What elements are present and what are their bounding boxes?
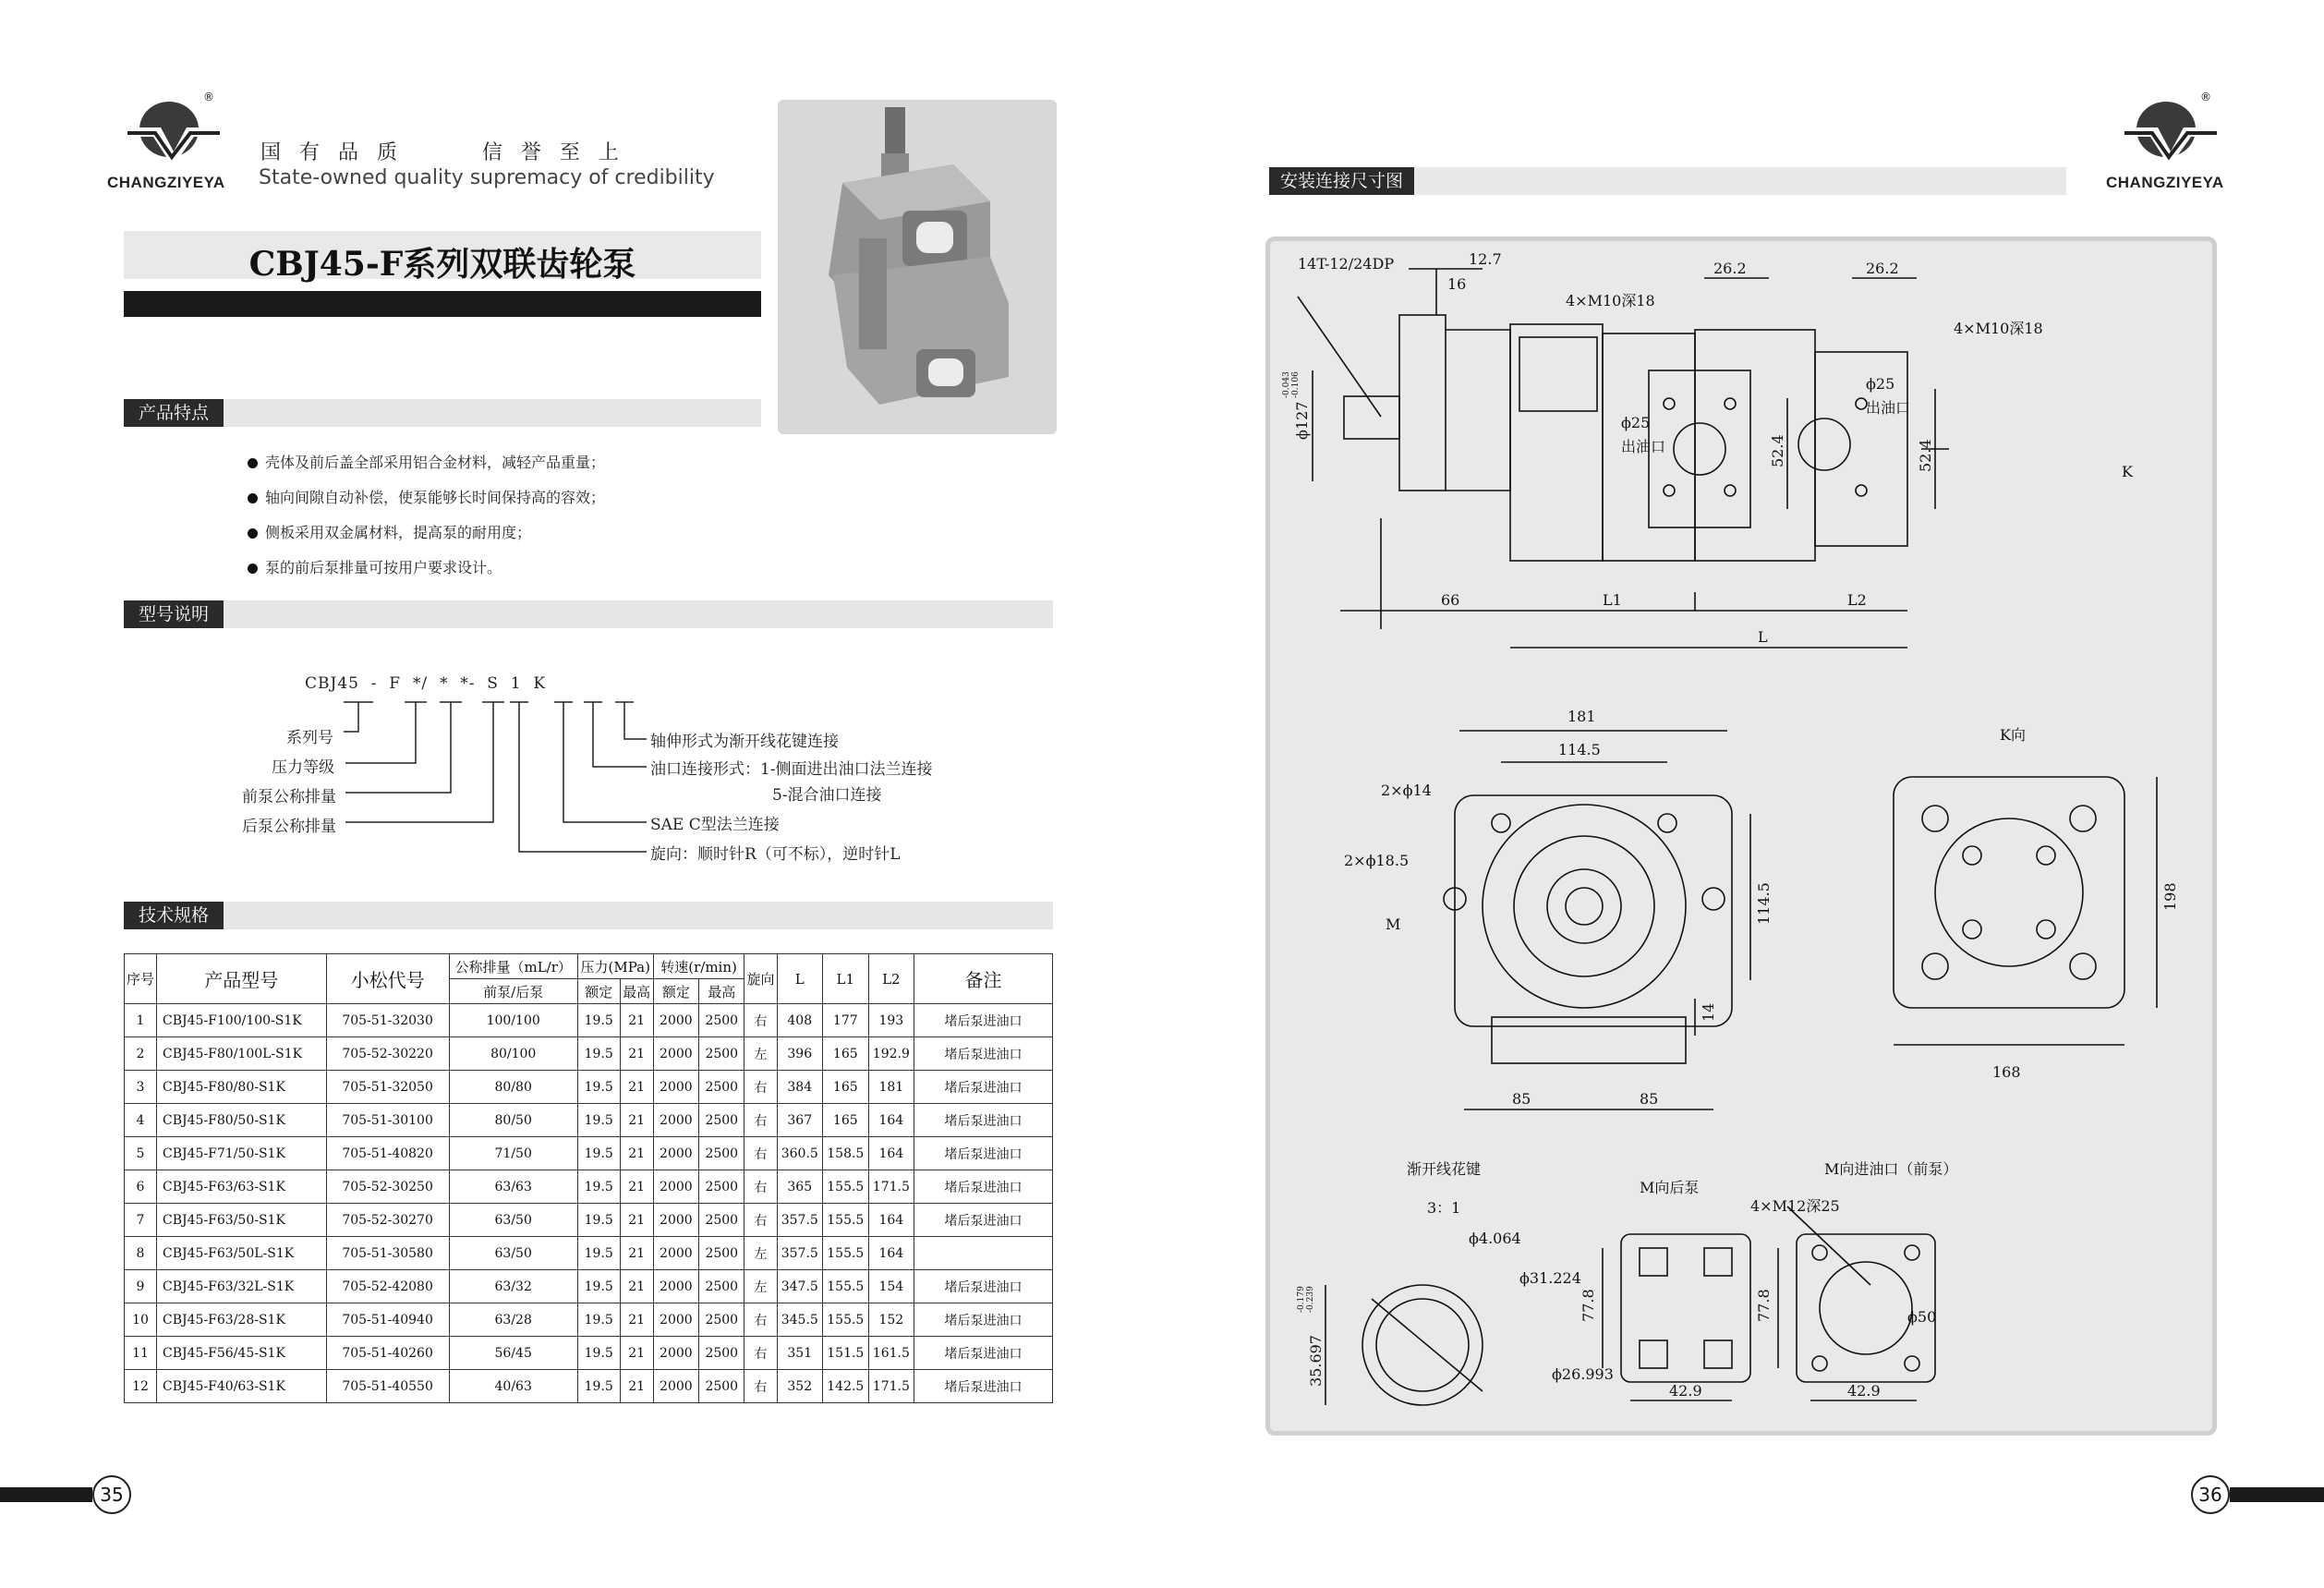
table-cell: CBJ45-F80/80-S1K bbox=[157, 1071, 327, 1104]
table-cell: 2500 bbox=[699, 1337, 744, 1370]
label-d35-tol-up: -0.179 bbox=[1297, 1286, 1306, 1313]
table-row bbox=[125, 1170, 1053, 1204]
table-cell: 705-51-32050 bbox=[326, 1071, 449, 1104]
table-cell: 171.5 bbox=[868, 1370, 914, 1403]
table-cell: 21 bbox=[620, 1137, 653, 1170]
table-cell: 右 bbox=[744, 1071, 777, 1104]
table-cell: 右 bbox=[744, 1104, 777, 1137]
table-cell: 19.5 bbox=[577, 1303, 620, 1337]
table-cell: 158.5 bbox=[823, 1137, 869, 1170]
table-cell: 2000 bbox=[653, 1270, 698, 1303]
table-cell: 右 bbox=[744, 1170, 777, 1204]
table-cell: 21 bbox=[620, 1204, 653, 1237]
col-pressure: 压力(MPa) bbox=[577, 954, 653, 979]
section-install-label: 安装连接尺寸图 bbox=[1269, 167, 1414, 195]
table-cell: 80/50 bbox=[449, 1104, 577, 1137]
table-cell: 705-51-40550 bbox=[326, 1370, 449, 1403]
table-header-row bbox=[125, 954, 1053, 979]
label-85a: 85 bbox=[1512, 1090, 1531, 1108]
table-cell: 2000 bbox=[653, 1204, 698, 1237]
table-cell: 63/50 bbox=[449, 1204, 577, 1237]
k-view-body bbox=[1894, 777, 2124, 1008]
table-cell: 100/100 bbox=[449, 1004, 577, 1037]
model-label-rotation: 旋向：顺时针R（可不标），逆时针L bbox=[650, 845, 901, 864]
slogan-en: State-owned quality supremacy of credibility bbox=[259, 166, 715, 189]
table-row bbox=[125, 1037, 1053, 1071]
table-cell: 右 bbox=[744, 1137, 777, 1170]
col-rotation: 旋向 bbox=[744, 954, 777, 1004]
label-d31-224: ϕ31.224 bbox=[1519, 1269, 1581, 1287]
label-d127-tol-dn: -0.106 bbox=[1291, 371, 1301, 398]
label-d35-tol-dn: -0.239 bbox=[1306, 1286, 1315, 1313]
table-cell: 右 bbox=[744, 1337, 777, 1370]
col-note: 备注 bbox=[914, 954, 1053, 1004]
table-cell: 63/50 bbox=[449, 1237, 577, 1270]
table-cell: 2500 bbox=[699, 1137, 744, 1170]
label-d35-697: 35.697 bbox=[1307, 1335, 1325, 1387]
front-body bbox=[1510, 324, 1603, 561]
table-cell: 164 bbox=[868, 1204, 914, 1237]
table-cell: CBJ45-F63/50L-S1K bbox=[157, 1237, 327, 1270]
label-d50: ϕ50 bbox=[1907, 1308, 1937, 1326]
table-cell: 2500 bbox=[699, 1071, 744, 1104]
page-title: CBJ45-F系列双联齿轮泵 bbox=[248, 245, 636, 284]
table-cell: 21 bbox=[620, 1370, 653, 1403]
label-12-7: 12.7 bbox=[1469, 250, 1502, 268]
table-cell: 21 bbox=[620, 1170, 653, 1204]
table-cell: 右 bbox=[744, 1303, 777, 1337]
table-cell: 堵后泵进油口 bbox=[914, 1137, 1053, 1170]
table-cell: 2500 bbox=[699, 1204, 744, 1237]
table-cell: 155.5 bbox=[823, 1204, 869, 1237]
table-cell: 2500 bbox=[699, 1104, 744, 1137]
label-bolt-m12: 4×M12深25 bbox=[1750, 1197, 1840, 1215]
label-26-2b: 26.2 bbox=[1866, 260, 1899, 277]
brand-name-right: CHANGZIYEYA bbox=[2106, 174, 2224, 191]
label-52-4b: 52.4 bbox=[1917, 439, 1934, 472]
label-26-2a: 26.2 bbox=[1713, 260, 1747, 277]
table-cell: 63/28 bbox=[449, 1303, 577, 1337]
label-16: 16 bbox=[1447, 275, 1467, 293]
m-rear-view bbox=[1621, 1234, 1750, 1382]
page-bar-left bbox=[0, 1487, 92, 1502]
table-cell: 357.5 bbox=[777, 1204, 823, 1237]
label-d127-tol-up: -0.043 bbox=[1282, 371, 1291, 398]
col-no: 序号 bbox=[125, 954, 157, 1004]
col-s-rated: 额定 bbox=[653, 979, 698, 1004]
table-cell: 2000 bbox=[653, 1370, 698, 1403]
model-label-shaft: 轴伸形式为渐开线花键连接 bbox=[650, 733, 839, 751]
table-row bbox=[125, 1337, 1053, 1370]
table-cell: 19.5 bbox=[577, 1370, 620, 1403]
table-cell: 21 bbox=[620, 1104, 653, 1137]
col-p-rated: 额定 bbox=[577, 979, 620, 1004]
table-cell: 19.5 bbox=[577, 1170, 620, 1204]
table-cell: 63/32 bbox=[449, 1270, 577, 1303]
table-row bbox=[125, 1370, 1053, 1403]
col-p-max: 最高 bbox=[620, 979, 653, 1004]
spline-detail bbox=[1362, 1285, 1483, 1405]
label-phi25b: ϕ25 bbox=[1866, 375, 1895, 393]
rear-body bbox=[1695, 330, 1815, 561]
label-hole-14: 2×ϕ14 bbox=[1381, 782, 1432, 799]
table-cell: 12 bbox=[125, 1370, 157, 1403]
table-cell: 705-51-30100 bbox=[326, 1104, 449, 1137]
label-181: 181 bbox=[1567, 708, 1596, 725]
table-cell: 19.5 bbox=[577, 1037, 620, 1071]
label-85b: 85 bbox=[1640, 1090, 1659, 1108]
table-cell bbox=[914, 1237, 1053, 1270]
table-row bbox=[125, 1237, 1053, 1270]
table-cell: 8 bbox=[125, 1237, 157, 1270]
label-outlet-b: 出油口 bbox=[1866, 399, 1911, 417]
table-cell: 右 bbox=[744, 1370, 777, 1403]
model-label-flange: SAE C型法兰连接 bbox=[650, 816, 780, 834]
section-specs bbox=[124, 902, 1053, 929]
table-cell: 19.5 bbox=[577, 1204, 620, 1237]
table-cell: CBJ45-F100/100-S1K bbox=[157, 1004, 327, 1037]
table-cell: 56/45 bbox=[449, 1337, 577, 1370]
label-outlet-a: 出油口 bbox=[1621, 438, 1666, 455]
label-114-5a: 114.5 bbox=[1558, 741, 1601, 758]
label-168: 168 bbox=[1992, 1063, 2021, 1081]
table-cell: 左 bbox=[744, 1237, 777, 1270]
table-cell: CBJ45-F40/63-S1K bbox=[157, 1370, 327, 1403]
model-label-port-mixed: 5-混合油口连接 bbox=[772, 786, 882, 805]
table-cell: 352 bbox=[777, 1370, 823, 1403]
page-number-left: 35 bbox=[92, 1475, 131, 1514]
feature-text: 轴向间隙自动补偿，使泵能够长时间保持高的容效； bbox=[265, 489, 606, 506]
table-cell: 堵后泵进油口 bbox=[914, 1170, 1053, 1204]
table-cell: 155.5 bbox=[823, 1170, 869, 1204]
label-scale: 3：1 bbox=[1427, 1199, 1461, 1217]
table-cell: 705-51-40940 bbox=[326, 1303, 449, 1337]
table-cell: 1 bbox=[125, 1004, 157, 1037]
model-code-leader-lines bbox=[0, 0, 1053, 887]
section-features-label: 产品特点 bbox=[124, 399, 224, 427]
table-cell: CBJ45-F80/100L-S1K bbox=[157, 1037, 327, 1071]
table-cell: 705-52-42080 bbox=[326, 1270, 449, 1303]
label-d26-993: ϕ26.993 bbox=[1552, 1365, 1614, 1383]
table-row bbox=[125, 1104, 1053, 1137]
table-cell: 357.5 bbox=[777, 1237, 823, 1270]
table-cell: 408 bbox=[777, 1004, 823, 1037]
table-row bbox=[125, 1137, 1053, 1170]
label-114-5b: 114.5 bbox=[1755, 882, 1773, 925]
logo-emblem-icon bbox=[2115, 96, 2226, 170]
table-cell: CBJ45-F63/28-S1K bbox=[157, 1303, 327, 1337]
label-k-view: K向 bbox=[2000, 726, 2026, 744]
label-198: 198 bbox=[2161, 882, 2179, 911]
table-cell: 165 bbox=[823, 1071, 869, 1104]
table-cell: 705-51-30580 bbox=[326, 1237, 449, 1270]
table-cell: 6 bbox=[125, 1170, 157, 1204]
table-cell: CBJ45-F63/63-S1K bbox=[157, 1170, 327, 1204]
registered-mark: ® bbox=[203, 91, 214, 103]
table-cell: 堵后泵进油口 bbox=[914, 1071, 1053, 1104]
label-m-front: M向进油口（前泵） bbox=[1824, 1160, 1958, 1178]
table-cell: 5 bbox=[125, 1137, 157, 1170]
table-cell: 705-52-30270 bbox=[326, 1204, 449, 1237]
table-cell: 155.5 bbox=[823, 1237, 869, 1270]
table-cell: 2000 bbox=[653, 1137, 698, 1170]
feature-text: 壳体及前后盖全部采用铝合金材料，减轻产品重量； bbox=[265, 454, 606, 471]
table-cell: 193 bbox=[868, 1004, 914, 1037]
table-cell: 19.5 bbox=[577, 1237, 620, 1270]
table-cell: 2000 bbox=[653, 1170, 698, 1204]
table-cell: 21 bbox=[620, 1004, 653, 1037]
table-cell: 360.5 bbox=[777, 1137, 823, 1170]
table-cell: 705-51-40260 bbox=[326, 1337, 449, 1370]
table-cell: 堵后泵进油口 bbox=[914, 1337, 1053, 1370]
label-k-arrow: K bbox=[2122, 463, 2133, 480]
table-cell: 21 bbox=[620, 1037, 653, 1071]
registered-mark: ® bbox=[2200, 91, 2211, 103]
table-cell: 151.5 bbox=[823, 1337, 869, 1370]
table-cell: 左 bbox=[744, 1037, 777, 1071]
table-cell: 堵后泵进油口 bbox=[914, 1370, 1053, 1403]
table-cell: 3 bbox=[125, 1071, 157, 1104]
front-flange bbox=[1399, 315, 1446, 491]
label-77-8a: 77.8 bbox=[1580, 1289, 1597, 1322]
label-77-8b: 77.8 bbox=[1755, 1289, 1773, 1322]
table-cell: 705-51-32030 bbox=[326, 1004, 449, 1037]
table-row bbox=[125, 1270, 1053, 1303]
table-cell: 19.5 bbox=[577, 1337, 620, 1370]
table-cell: 154 bbox=[868, 1270, 914, 1303]
table-cell: 63/63 bbox=[449, 1170, 577, 1204]
feature-text: 侧板采用双金属材料，提高泵的耐用度； bbox=[265, 524, 532, 541]
table-cell: 40/63 bbox=[449, 1370, 577, 1403]
section-install bbox=[1269, 167, 2066, 195]
table-cell: 2500 bbox=[699, 1037, 744, 1071]
table-cell: 2000 bbox=[653, 1071, 698, 1104]
feature-text: 泵的前后泵排量可按用户要求设计。 bbox=[265, 559, 502, 576]
table-cell: 右 bbox=[744, 1204, 777, 1237]
model-label-front-disp: 前泵公称排量 bbox=[242, 788, 336, 806]
front-view-body bbox=[1455, 795, 1732, 1026]
table-cell: CBJ45-F56/45-S1K bbox=[157, 1337, 327, 1370]
table-cell: 142.5 bbox=[823, 1370, 869, 1403]
table-cell: 21 bbox=[620, 1270, 653, 1303]
table-cell: 345.5 bbox=[777, 1303, 823, 1337]
table-cell: 2500 bbox=[699, 1303, 744, 1337]
table-cell: 367 bbox=[777, 1104, 823, 1137]
model-code: CBJ45 - F */ * *- S 1 K bbox=[305, 674, 547, 693]
label-42-9b: 42.9 bbox=[1847, 1382, 1881, 1400]
section-model-label: 型号说明 bbox=[124, 600, 224, 628]
col-speed: 转速(r/min) bbox=[653, 954, 744, 979]
page-number-right: 36 bbox=[2191, 1475, 2230, 1514]
table-cell: 2500 bbox=[699, 1370, 744, 1403]
table-cell: 164 bbox=[868, 1237, 914, 1270]
table-cell: 365 bbox=[777, 1170, 823, 1204]
table-cell: 2000 bbox=[653, 1037, 698, 1071]
label-42-9a: 42.9 bbox=[1669, 1382, 1702, 1400]
table-cell: CBJ45-F63/50-S1K bbox=[157, 1204, 327, 1237]
table-cell: 2500 bbox=[699, 1270, 744, 1303]
table-cell: 165 bbox=[823, 1037, 869, 1071]
table-cell: 347.5 bbox=[777, 1270, 823, 1303]
label-d4-064: ϕ4.064 bbox=[1469, 1230, 1521, 1247]
table-cell: 21 bbox=[620, 1071, 653, 1104]
table-cell: 10 bbox=[125, 1303, 157, 1337]
table-cell: 右 bbox=[744, 1004, 777, 1037]
table-cell: CBJ45-F71/50-S1K bbox=[157, 1137, 327, 1170]
table-cell: 9 bbox=[125, 1270, 157, 1303]
table-cell: 4 bbox=[125, 1104, 157, 1137]
col-komatsu: 小松代号 bbox=[326, 954, 449, 1004]
table-cell: 19.5 bbox=[577, 1004, 620, 1037]
table-cell: 2500 bbox=[699, 1170, 744, 1204]
model-label-port: 油口连接形式：1-侧面进出油口法兰连接 bbox=[650, 760, 933, 779]
table-cell: 351 bbox=[777, 1337, 823, 1370]
table-cell: 左 bbox=[744, 1270, 777, 1303]
label-L1: L1 bbox=[1603, 591, 1622, 609]
table-cell: 155.5 bbox=[823, 1303, 869, 1337]
table-cell: CBJ45-F80/50-S1K bbox=[157, 1104, 327, 1137]
col-model: 产品型号 bbox=[157, 954, 327, 1004]
table-cell: 165 bbox=[823, 1104, 869, 1137]
table-cell: CBJ45-F63/32L-S1K bbox=[157, 1270, 327, 1303]
model-label-series: 系列号 bbox=[286, 729, 333, 747]
spec-table bbox=[124, 953, 1053, 1403]
table-row bbox=[125, 1004, 1053, 1037]
label-L: L bbox=[1758, 628, 1768, 646]
table-cell: 705-51-40820 bbox=[326, 1137, 449, 1170]
spec-table-body bbox=[125, 1004, 1053, 1403]
table-cell: 171.5 bbox=[868, 1170, 914, 1204]
page-bar-right bbox=[2230, 1487, 2324, 1502]
table-cell: 192.9 bbox=[868, 1037, 914, 1071]
table-row bbox=[125, 1303, 1053, 1337]
label-d127: ϕ127 bbox=[1293, 401, 1311, 440]
label-14: 14 bbox=[1700, 1002, 1717, 1022]
table-cell: 19.5 bbox=[577, 1104, 620, 1137]
table-cell: 堵后泵进油口 bbox=[914, 1270, 1053, 1303]
table-cell: 161.5 bbox=[868, 1337, 914, 1370]
table-cell: 152 bbox=[868, 1303, 914, 1337]
label-m-arrow: M bbox=[1386, 915, 1401, 933]
table-cell: 21 bbox=[620, 1237, 653, 1270]
table-cell: 2000 bbox=[653, 1104, 698, 1137]
table-cell: 705-52-30250 bbox=[326, 1170, 449, 1204]
table-cell: 堵后泵进油口 bbox=[914, 1037, 1053, 1071]
col-disp: 公称排量（mL/r） bbox=[449, 954, 577, 979]
table-cell: 2 bbox=[125, 1037, 157, 1071]
table-cell: 21 bbox=[620, 1337, 653, 1370]
col-L: L bbox=[777, 954, 823, 1004]
table-cell: 7 bbox=[125, 1204, 157, 1237]
table-cell: 181 bbox=[868, 1071, 914, 1104]
label-52-4a: 52.4 bbox=[1769, 434, 1786, 467]
table-cell: 堵后泵进油口 bbox=[914, 1104, 1053, 1137]
table-cell: 2000 bbox=[653, 1237, 698, 1270]
table-cell: 21 bbox=[620, 1303, 653, 1337]
table-cell: 164 bbox=[868, 1137, 914, 1170]
table-cell: 2500 bbox=[699, 1004, 744, 1037]
table-cell: 396 bbox=[777, 1037, 823, 1071]
label-bolt-front: 4×M10深18 bbox=[1566, 292, 1655, 309]
table-cell: 71/50 bbox=[449, 1137, 577, 1170]
col-s-max: 最高 bbox=[699, 979, 744, 1004]
label-hole-18-5: 2×ϕ18.5 bbox=[1344, 852, 1410, 869]
table-cell: 164 bbox=[868, 1104, 914, 1137]
table-cell: 堵后泵进油口 bbox=[914, 1204, 1053, 1237]
slogan-cn: 国 有 品 质 信 誉 至 上 bbox=[260, 141, 621, 164]
model-label-pressure: 压力等级 bbox=[272, 758, 334, 777]
label-phi25a: ϕ25 bbox=[1621, 414, 1651, 431]
table-cell: 11 bbox=[125, 1337, 157, 1370]
table-cell: 堵后泵进油口 bbox=[914, 1004, 1053, 1037]
table-cell: 19.5 bbox=[577, 1270, 620, 1303]
label-bolt-rear: 4×M10深18 bbox=[1954, 320, 2043, 337]
model-label-rear-disp: 后泵公称排量 bbox=[242, 818, 336, 836]
label-L2: L2 bbox=[1847, 591, 1867, 609]
table-cell: 19.5 bbox=[577, 1137, 620, 1170]
col-L1: L1 bbox=[823, 954, 869, 1004]
col-L2: L2 bbox=[868, 954, 914, 1004]
table-row bbox=[125, 1071, 1053, 1104]
table-cell: 19.5 bbox=[577, 1071, 620, 1104]
label-spline-title: 渐开线花键 bbox=[1407, 1160, 1482, 1178]
label-m-rear: M向后泵 bbox=[1640, 1179, 1700, 1196]
brand-logo-right bbox=[2115, 91, 2226, 170]
table-cell: 80/80 bbox=[449, 1071, 577, 1104]
col-disp-sub: 前泵/后泵 bbox=[449, 979, 577, 1004]
installation-drawing bbox=[1270, 241, 2212, 1431]
front-cover bbox=[1446, 330, 1510, 491]
label-spline: 14T-12/24DP bbox=[1298, 255, 1395, 273]
table-cell: 2000 bbox=[653, 1004, 698, 1037]
table-cell: 堵后泵进油口 bbox=[914, 1303, 1053, 1337]
table-cell: 384 bbox=[777, 1071, 823, 1104]
brand-name-left: CHANGZIYEYA bbox=[107, 174, 225, 191]
table-cell: 2000 bbox=[653, 1337, 698, 1370]
table-cell: 177 bbox=[823, 1004, 869, 1037]
table-cell: 80/100 bbox=[449, 1037, 577, 1071]
table-cell: 2000 bbox=[653, 1303, 698, 1337]
table-cell: 705-52-30220 bbox=[326, 1037, 449, 1071]
label-66: 66 bbox=[1441, 591, 1460, 609]
section-specs-label: 技术规格 bbox=[124, 902, 224, 929]
table-cell: 2500 bbox=[699, 1237, 744, 1270]
table-row bbox=[125, 1204, 1053, 1237]
table-cell: 155.5 bbox=[823, 1270, 869, 1303]
